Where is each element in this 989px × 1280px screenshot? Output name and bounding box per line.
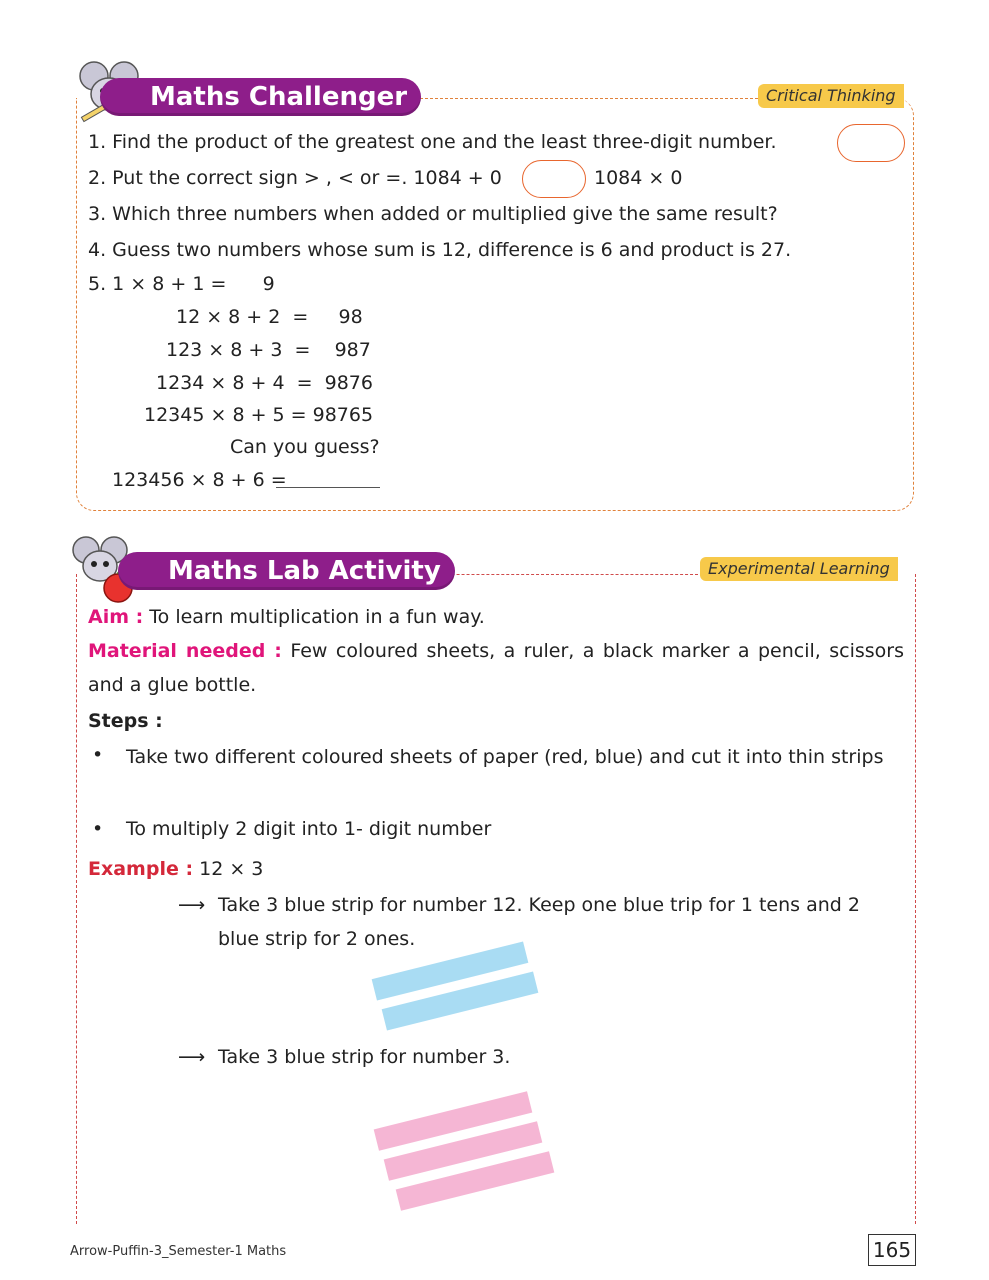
challenger-title: Maths Challenger [100, 78, 421, 116]
arrow-1-text: Take 3 blue strip for number 12. Keep one blue trip for 1 tens and 2 blue strip for 2 ones. [218, 894, 860, 950]
aim-line [88, 600, 485, 634]
material-text: Few coloured sheets, a ruler, a black marker a pencil, scissors and a glue bottle. [88, 640, 904, 696]
guess-equation: 123456 × 8 + 6 = [112, 469, 287, 491]
question-3: 3. Which three numbers when added or multiplied give the same result? [88, 203, 778, 225]
pattern-line-5: 12345 × 8 + 5 = 98765 [144, 404, 374, 426]
pattern-line-4: 1234 × 8 + 4 = 9876 [156, 372, 373, 394]
question-4: 4. Guess two numbers whose sum is 12, difference is 6 and product is 27. [88, 239, 792, 261]
question-1: 1. Find the product of the greatest one and the least three-digit number. [88, 131, 777, 153]
steps-label: Steps : [88, 710, 163, 732]
book-footer: Arrow-Puffin-3_Semester-1 Maths [70, 1244, 287, 1259]
lab-title: Maths Lab Activity [118, 552, 455, 590]
question-2: 2. Put the correct sign > , < or =. 1084 + 0 [88, 167, 502, 189]
guess-prompt: Can you guess? [230, 436, 380, 458]
material-paragraph [88, 634, 904, 702]
bullet-2: • [92, 818, 104, 840]
pattern-line-1: 5. 1 × 8 + 1 = 9 [88, 273, 275, 295]
pattern-line-3: 123 × 8 + 3 = 987 [166, 339, 371, 361]
example-line [88, 852, 263, 886]
lab-tag: Experimental Learning [700, 557, 898, 581]
arrow-1-icon: ⟶ [178, 894, 206, 916]
aim-text: To learn multiplication in a fun way. [143, 606, 485, 628]
material-label: Material needed : [88, 640, 282, 662]
step-1: Take two different coloured sheets of paper (red, blue) and cut it into thin strips [126, 746, 884, 768]
pattern-line-2: 12 × 8 + 2 = 98 [176, 306, 363, 328]
example-text: 12 × 3 [193, 858, 264, 880]
arrow-2-icon: ⟶ [178, 1046, 206, 1068]
arrow-2-text: Take 3 blue strip for number 3. [218, 1046, 511, 1068]
step-2: To multiply 2 digit into 1- digit number [126, 818, 492, 840]
challenger-tag: Critical Thinking [758, 84, 904, 108]
page-number: 165 [868, 1234, 916, 1266]
example-label: Example : [88, 858, 194, 880]
answer-oval-1[interactable] [837, 124, 905, 162]
aim-label: Aim : [88, 606, 144, 628]
answer-blank[interactable] [276, 487, 380, 488]
question-2-rhs: 1084 × 0 [594, 167, 683, 189]
sign-oval[interactable] [522, 160, 586, 198]
bullet-1: • [92, 744, 104, 766]
